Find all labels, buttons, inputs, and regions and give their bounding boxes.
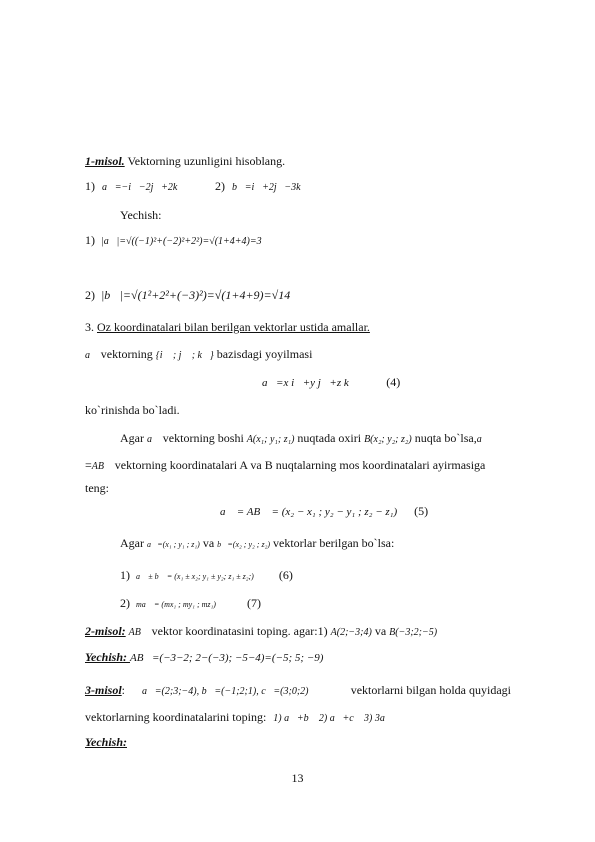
vector-a: a⃗: [476, 434, 490, 445]
text: nuqtada oxiri: [294, 431, 365, 445]
section-3-heading: [85, 320, 370, 334]
text: vektorlar berilgan bo`lsa:: [270, 536, 395, 550]
item-number: 2): [85, 288, 95, 302]
example-3-solution-label: [85, 735, 127, 749]
example-2-solution: [85, 650, 323, 665]
formula-4-number: (4): [386, 375, 401, 389]
example-3-task: [85, 710, 393, 726]
text: vektorning koordinatalari A va B nuqtalarning mos koordinatalari ayirmasiga: [111, 458, 486, 472]
text: vektorning boshi: [159, 431, 247, 445]
text: va: [199, 536, 218, 550]
text: :: [121, 683, 126, 697]
example-2-line: [85, 624, 437, 640]
vector-a-coords: a⃗=(x₁ ; y₁ ; z₁): [147, 540, 200, 549]
text: vektor koordinatasini toping. agar:1): [148, 624, 331, 638]
text: nuqta bo`lsa,: [411, 431, 477, 445]
formula-5-expression: a⃗ = AB⃗ = (x₂ − x₁ ; y₂ − y₁ ; z₂ − z₁): [220, 506, 398, 518]
text: Agar: [120, 431, 147, 445]
text: vektorlarni bilgan holda quyidagi: [350, 683, 511, 697]
vector-ab: AB⃗: [91, 461, 112, 472]
text: bazisdagi yoyilmasi: [213, 347, 313, 361]
rule-6-number: (6): [278, 568, 293, 582]
rule-7-formula: ma⃗ = (mx₁ ; my₁ ; mz₁): [136, 600, 216, 609]
example-3-vectors: a⃗=(2;3;−4), b⃗=(−1;2;1), c⃗=(3;0;2): [142, 686, 309, 697]
solution-label: Yechish:: [85, 735, 127, 749]
rule-6: [120, 568, 293, 584]
point-b: B(x₂; y₂; z₂): [364, 434, 412, 445]
solution-1: [85, 233, 262, 249]
item-number: 2): [215, 179, 225, 193]
item-number: 1): [120, 568, 130, 582]
rule-7-number: (7): [246, 596, 261, 610]
example-2-title: 2-misol:: [85, 624, 126, 638]
point-a: A(2;−3;4): [330, 627, 372, 638]
paragraph-endpoints: [120, 431, 490, 447]
formula-b: b⃗=i⃗+2j⃗−3k⃗: [232, 182, 309, 193]
basis-formula: {i⃗ ; j⃗ ; k⃗}: [155, 350, 214, 361]
text: vektorning: [97, 347, 156, 361]
solution-1-formula: |a⃗|=√((−1)²+(−2)²+2²)=√(1+4+4)=3: [101, 236, 262, 247]
text: va: [371, 624, 390, 638]
example-1-line: [85, 154, 285, 168]
rule-6-formula: a⃗ ± b⃗ = (x₁ ± x₂; y₁ ± y₂; z₁ ± z₂;): [136, 572, 254, 581]
formula-5-number: (5): [414, 504, 429, 518]
point-b: B(−3;2;−5): [389, 627, 438, 638]
paragraph-equal: teng:: [85, 481, 109, 495]
example-3-line: [85, 683, 511, 699]
paragraph-form: ko`rinishda bo`ladi.: [85, 403, 180, 417]
example-1-task: Vektorning uzunligini hisoblang.: [124, 154, 286, 168]
text: Agar: [120, 536, 147, 550]
rule-7: [120, 596, 261, 612]
vector-ab: AB⃗: [128, 627, 149, 638]
item-number: 1): [85, 233, 95, 247]
example-3-tasks-formula: 1) a⃗+b⃗ 2) a⃗+c⃗ 3) 3a⃗: [273, 713, 393, 724]
solution-2-formula: |b⃗|=√(1²+2²+(−3)²)=√(1+4+9)=√14: [101, 288, 291, 302]
example-1-title: 1-misol.: [85, 154, 125, 168]
paragraph-basis: [85, 347, 312, 363]
solution-2: [85, 288, 290, 302]
page-number: 13: [291, 771, 304, 785]
solution-label: Yechish:: [85, 650, 130, 664]
example-1-item-1: [85, 179, 185, 195]
example-1-item-2: [215, 179, 308, 195]
solution-label: Yechish:: [120, 208, 162, 222]
example-2-solution-formula: AB⃗=(−3−2; 2−(−3); −5−4)=(−5; 5; −9): [130, 652, 324, 664]
example-3-title: 3-misol: [85, 683, 122, 697]
formula-a: a⃗=−i⃗−2j⃗+2k⃗: [102, 182, 186, 193]
item-number: 2): [120, 596, 130, 610]
formula-4-expression: a⃗=x i⃗+y j⃗+z k⃗: [262, 377, 358, 389]
text: =: [85, 458, 92, 472]
vector-a: a⃗: [147, 434, 160, 445]
point-a: A(x₁; y₁; z₁): [246, 434, 295, 445]
section-number: 3.: [85, 320, 94, 334]
formula-5: [220, 504, 428, 519]
vector-b-coords: b⃗=(x₂ ; y₂ ; z₂): [217, 540, 271, 549]
text: vektorlarning koordinatalarini toping:: [85, 710, 267, 724]
section-title: Oz koordinatalari bilan berilgan vektorlar ustida amallar.: [97, 320, 370, 334]
formula-4: [262, 375, 400, 390]
paragraph-given: [120, 536, 394, 552]
paragraph-difference: [85, 458, 485, 474]
item-number: 1): [85, 179, 95, 193]
vector-a: a⃗: [85, 350, 98, 361]
